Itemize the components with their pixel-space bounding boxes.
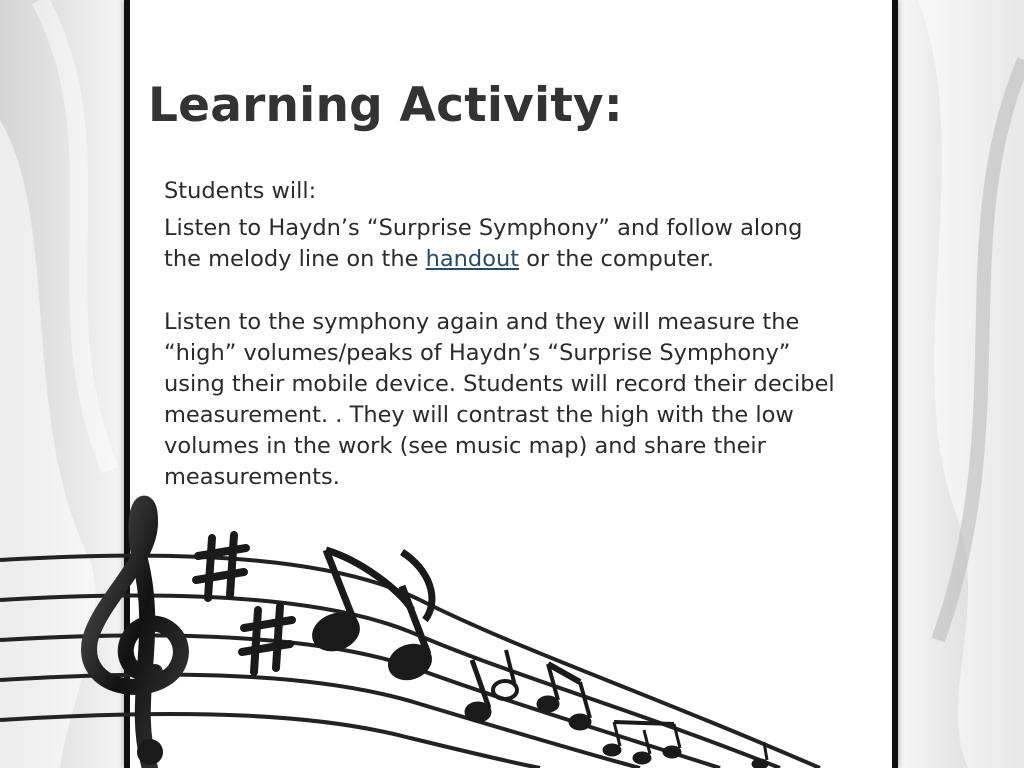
slide-body: [164, 176, 844, 493]
paragraph-listen-text: Listen to Haydn’s “Surprise Symphony” and follow along the melody line on the: [164, 215, 803, 272]
right-background-swirl: [898, 0, 1024, 768]
paragraph-listen: [164, 213, 844, 275]
slide-title: Learning Activity:: [148, 78, 623, 133]
intro-text: Students will:: [164, 178, 317, 204]
handout-link[interactable]: handout: [425, 246, 520, 272]
left-background-swirl: [0, 0, 124, 768]
paragraph-listen-end: or the computer.: [519, 246, 715, 272]
paragraph-measure: Listen to the symphony again and they will measure the “high” volumes/peaks of Haydn’s “Surprise Symphony” using their mobile device. Students will record their decibel measurement. . They will contrast the high with the low volumes in the work (see music map) and share their measurements.: [164, 309, 835, 490]
